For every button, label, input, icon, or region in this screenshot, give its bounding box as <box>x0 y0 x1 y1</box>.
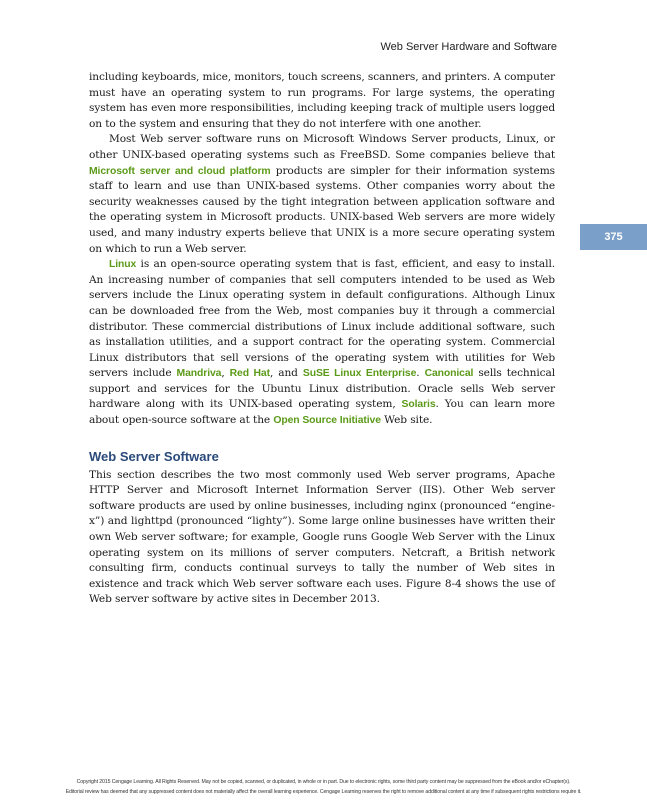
running-head: Web Server Hardware and Software <box>380 41 557 53</box>
copyright-line: Copyright 2015 Cengage Learning. All Rights Reserved. May not be copied, scanned, or duplicated, in whole or in part. Due to electronic rights, some third party content may be suppressed from the eBook and/or eChapter(s). <box>76 779 571 785</box>
keyword-canonical: Canonical <box>424 368 474 380</box>
text-run: Most Web server software runs on Microsoft Windows Server products, Linux, or other UNIX-based operating systems such as FreeBSD. Some companies believe that <box>89 133 555 161</box>
text-run: products are simpler for their information systems staff to learn and use than UNIX-based systems. Other companies worry about the security weaknesses caused by the tight integration between application software and the operating system in Microsoft products. UNIX-based Web servers are more widely used, and many industry experts believe that UNIX is a more secure operating system on which to run a Web server. <box>89 164 555 255</box>
keyword-suse: SuSE Linux Enterprise <box>302 368 417 380</box>
text-run: , <box>221 367 230 380</box>
page-number-tab: 375 <box>580 224 647 250</box>
keyword-open-source-initiative: Open Source Initiative <box>273 415 381 427</box>
text-run: . You can learn more about open-source software at the <box>89 398 555 427</box>
body-text <box>89 70 555 608</box>
paragraph-os-choice <box>89 132 555 257</box>
keyword-linux: Linux <box>109 259 137 271</box>
text-run: Web site. <box>380 414 433 427</box>
text-run: . <box>416 367 425 380</box>
text-run: sells technical support and services for the Ubuntu Linux distribution. Oracle sells Web server hardware along with its UNIX-based operating system, <box>89 367 555 411</box>
text-run: , and <box>269 367 303 380</box>
section-heading: Web Server Software <box>89 448 219 464</box>
editorial-line: Editorial review has deemed that any suppressed content does not materially affect the overall learning experience. Cengage Learning reserves the right to remove additional content at any time if subsequent rights restrictions require it. <box>65 789 582 795</box>
text-run: is an open-source operating system that is fast, efficient, and easy to install. An increasing number of companies that sell computers intended to be used as Web servers include the Linux operating system in default configurations. Although Linux can be downloaded free from the Web, most companies buy it through a commercial distributor. These commercial distributions of Linux include additional software, such as installation utilities, and a support contract for the operating system. Commercial Linux distributors that sell versions of the operating system with utilities for Web servers include <box>89 258 555 380</box>
paragraph-web-server-software: This section describes the two most commonly used Web server programs, Apache HTTP Server and Microsoft Internet Information Server (IIS). Other Web server software products are used by online businesses, including nginx (pronounced “engine-x”) and lighttpd (pronounced “lighty”). Some large online businesses have written their own Web server software; for example, Google runs Google Web Server with the Linux operating system on its millions of server computers. Netcraft, a British network consulting firm, conducts continual surveys to tally the number of Web sites in existence and track which Web server software each uses. Figure 8-4 shows the use of Web server software by active sites in December 2013. <box>89 468 555 606</box>
paragraph-os-intro: including keyboards, mice, monitors, touch screens, scanners, and printers. A computer must have an operating system to run programs. For large systems, the operating system has even more responsibilities, including keeping track of multiple users logged on to the system and ensuring that they do not interfere with one another. <box>89 71 555 130</box>
keyword-solaris: Solaris <box>401 399 436 411</box>
keyword-microsoft-server: Microsoft server and cloud platform <box>89 165 271 177</box>
paragraph-linux <box>89 257 555 429</box>
keyword-red-hat: Red Hat <box>229 368 270 380</box>
keyword-mandriva: Mandriva <box>176 368 222 380</box>
